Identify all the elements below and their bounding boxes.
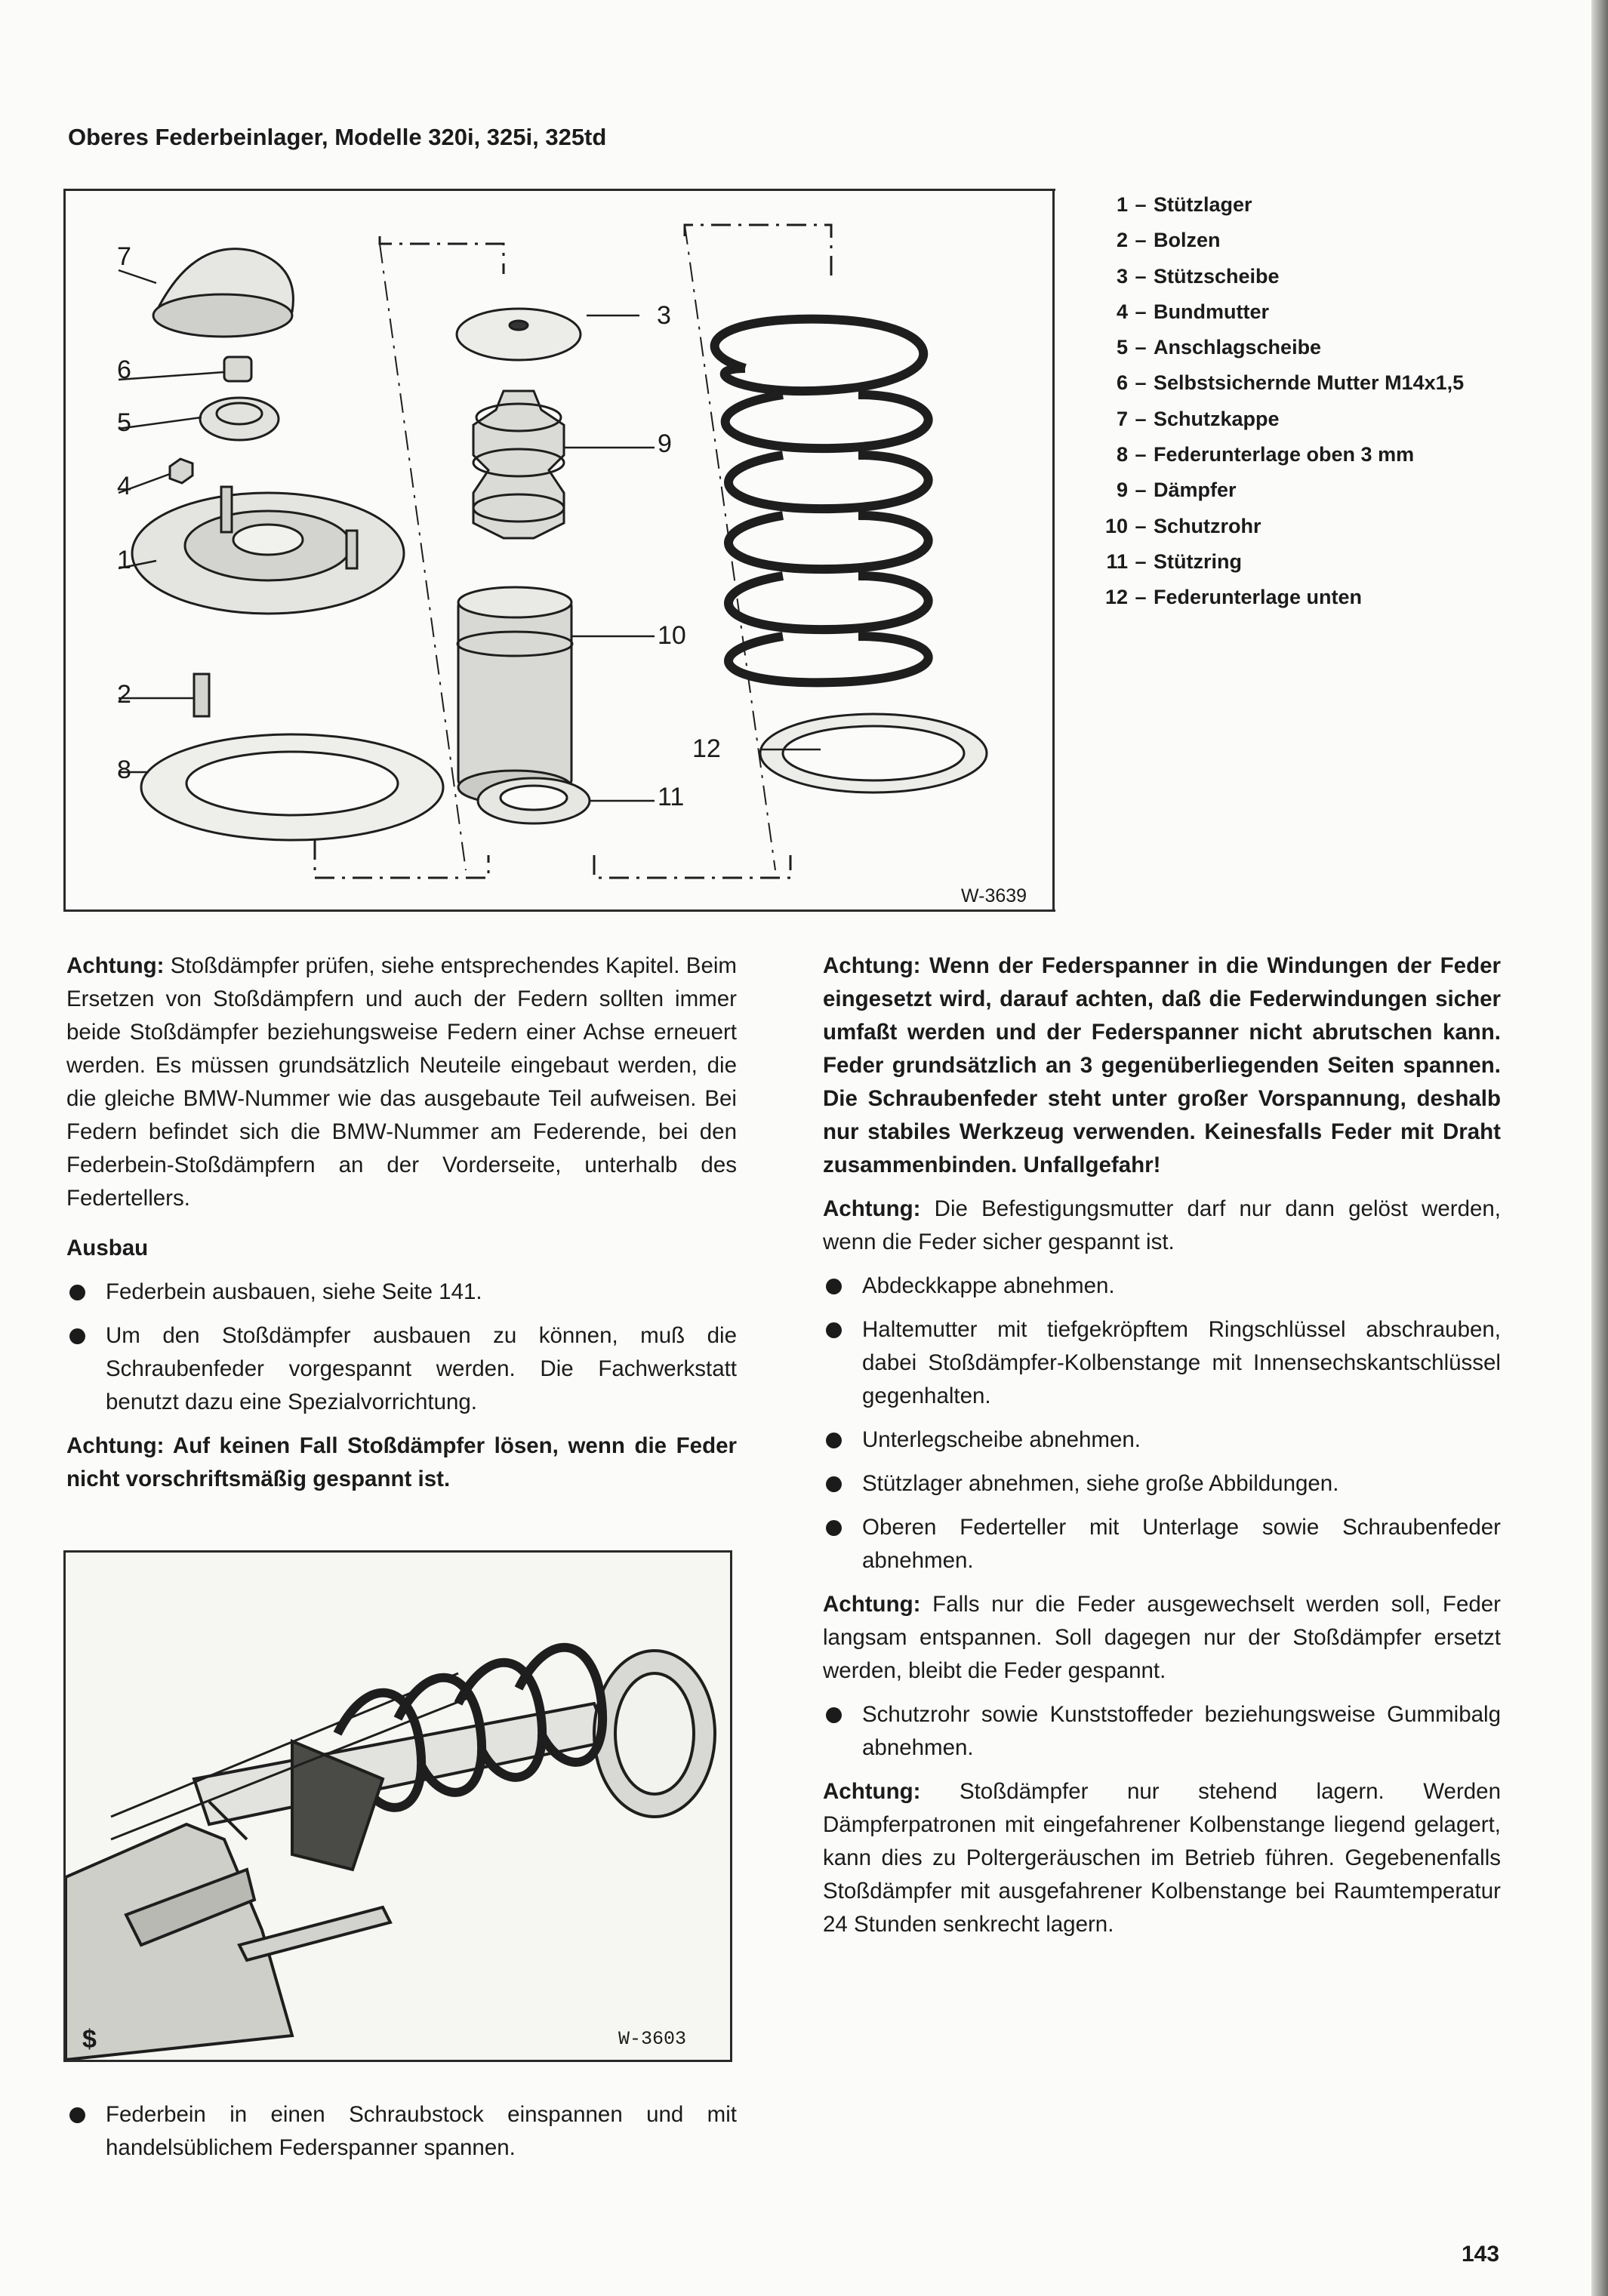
callout-9: 9 xyxy=(658,429,672,458)
list-item: Stützlager abnehmen, siehe große Abbildungen. xyxy=(823,1467,1501,1500)
legend-item: 1 – Stützlager xyxy=(1116,193,1252,216)
legend-item: 8 – Federunterlage oben 3 mm xyxy=(1116,443,1415,466)
bullet-icon xyxy=(826,1279,842,1294)
legend-item: 11 – Stützring xyxy=(1106,549,1242,573)
bullet-icon xyxy=(826,1433,842,1448)
callout-10: 10 xyxy=(658,621,686,650)
right-column xyxy=(823,949,1501,1952)
figure-right-border xyxy=(1052,189,1055,912)
legend-item: 5 – Anschlagscheibe xyxy=(1116,336,1322,359)
left-column-bottom xyxy=(66,2098,737,2175)
parts-legend xyxy=(1095,187,1464,616)
note-spring-only: Achtung: Falls nur die Feder ausgewechselt werden soll, Feder langsam entspannen. Soll dagegen nur der Stoßdämpfer ersetzt werden, bleibt die Feder gespannt. xyxy=(823,1592,1501,1683)
list-item: Schutzrohr sowie Kunststoffeder beziehungsweise Gummibalg abnehmen. xyxy=(823,1698,1501,1765)
bullet-icon xyxy=(826,1707,842,1723)
note-nut: Achtung: Die Befestigungsmutter darf nur dann gelöst werden, wenn die Feder sicher gespannt ist. xyxy=(823,1196,1501,1254)
list-item: Federbein ausbauen, siehe Seite 141. xyxy=(66,1276,737,1309)
callout-8: 8 xyxy=(117,756,131,784)
list-item: Haltemutter mit tiefgekröpftem Ringschlüssel abschrauben, dabei Stoßdämpfer-Kolbenstange mit Innensechskantschlüssel gegenhalten. xyxy=(823,1313,1501,1413)
exploded-view-drawing xyxy=(66,191,1055,909)
legend-item: 4 – Bundmutter xyxy=(1116,300,1269,323)
figure-code: W-3639 xyxy=(961,885,1027,906)
section-heading-ausbau: Ausbau xyxy=(66,1236,149,1260)
callout-5: 5 xyxy=(117,408,131,437)
photo-code: W-3603 xyxy=(618,2028,687,2050)
warning-note: Achtung: Auf keinen Fall Stoßdämpfer lösen, wenn die Feder nicht vorschriftsmäßig gespannt ist. xyxy=(66,1433,737,1491)
exploded-view-figure xyxy=(63,189,1055,912)
callout-1: 1 xyxy=(117,546,131,574)
list-item: Unterlegscheibe abnehmen. xyxy=(823,1423,1501,1457)
left-column xyxy=(66,949,737,1507)
spring-compressor-drawing xyxy=(66,1553,730,2060)
callout-7: 7 xyxy=(117,242,131,271)
legend-item: 6 – Selbstsichernde Mutter M14x1,5 xyxy=(1116,371,1465,395)
list-item: Federbein in einen Schraubstock einspannen und mit handelsüblichem Federspanner spannen. xyxy=(66,2098,737,2165)
bullet-icon xyxy=(69,1285,85,1300)
list-item: Abdeckkappe abnehmen. xyxy=(823,1270,1501,1303)
callout-2: 2 xyxy=(117,680,131,709)
callout-4: 4 xyxy=(117,472,131,500)
legend-item: 9 – Dämpfer xyxy=(1116,479,1237,502)
legend-item: 12 – Federunterlage unten xyxy=(1104,586,1363,609)
bullet-icon xyxy=(69,2107,85,2123)
callout-12: 12 xyxy=(692,734,721,763)
callout-11: 11 xyxy=(658,783,685,811)
bullet-icon xyxy=(69,1328,85,1344)
spring-compressor-figure xyxy=(63,1550,732,2062)
photo-mark: $ xyxy=(82,2025,97,2054)
page-heading: Oberes Federbeinlager, Modelle 320i, 325i, 325td xyxy=(68,124,607,150)
legend-item: 7 – Schutzkappe xyxy=(1116,407,1280,430)
page-edge-shadow xyxy=(1591,0,1608,2296)
legend-item: 2 – Bolzen xyxy=(1116,229,1221,252)
note-shock-absorber: Achtung: Stoßdämpfer prüfen, siehe entsprechendes Kapitel. Beim Ersetzen von Stoßdämpfern und auch der Federn sollten immer beide Stoßdämpfer beziehungsweise Federn einer Achse erneuert werden. Es müssen grundsätzlich Neuteile eingebaut werden, die die gleiche BMW-Nummer wie das ausgebaute Teil aufweisen. Bei Federn befindet sich die BMW-Nummer am Federende, bei den Federbein-Stoßdämpfern an der Vorderseite, unterhalb des Federtellers. xyxy=(66,953,737,1211)
callout-3: 3 xyxy=(657,301,671,330)
list-item: Oberen Federteller mit Unterlage sowie Schraubenfeder abnehmen. xyxy=(823,1511,1501,1577)
legend-item: 3 – Stützscheibe xyxy=(1116,264,1280,288)
note-storage: Achtung: Stoßdämpfer nur stehend lagern. Werden Dämpferpatronen mit eingefahrener Kolbenstange liegend gelagert, kann dies zu Poltergeräuschen im Betrieb führen. Gegebenenfalls Stoßdämpfer mit ausgefahrener Kolbenstange bei Raumtemperatur 24 Stunden senkrecht lagern. xyxy=(823,1779,1501,1937)
list-item: Um den Stoßdämpfer ausbauen zu können, muß die Schraubenfeder vorgespannt werden. Die Fachwerkstatt benutzt dazu eine Spezialvorrichtung. xyxy=(66,1319,737,1419)
callout-6: 6 xyxy=(117,355,131,384)
bullet-icon xyxy=(826,1520,842,1536)
warning-spring-compressor: Achtung: Wenn der Federspanner in die Windungen der Feder eingesetzt wird, darauf achten, daß die Federwindungen sicher umfaßt werden und der Federspanner nicht abrutschen kann. Feder grundsätzlich an 3 gegenüberliegenden Seiten spannen. Die Schraubenfeder steht unter großer Vorspannung, deshalb nur stabiles Werkzeug verwenden. Keinesfalls Feder mit Draht zusammenbinden. Unfallgefahr! xyxy=(823,953,1501,1177)
bullet-icon xyxy=(826,1322,842,1338)
bullet-icon xyxy=(826,1476,842,1492)
page-number: 143 xyxy=(1462,2242,1500,2267)
legend-item: 10 – Schutzrohr xyxy=(1104,514,1261,537)
